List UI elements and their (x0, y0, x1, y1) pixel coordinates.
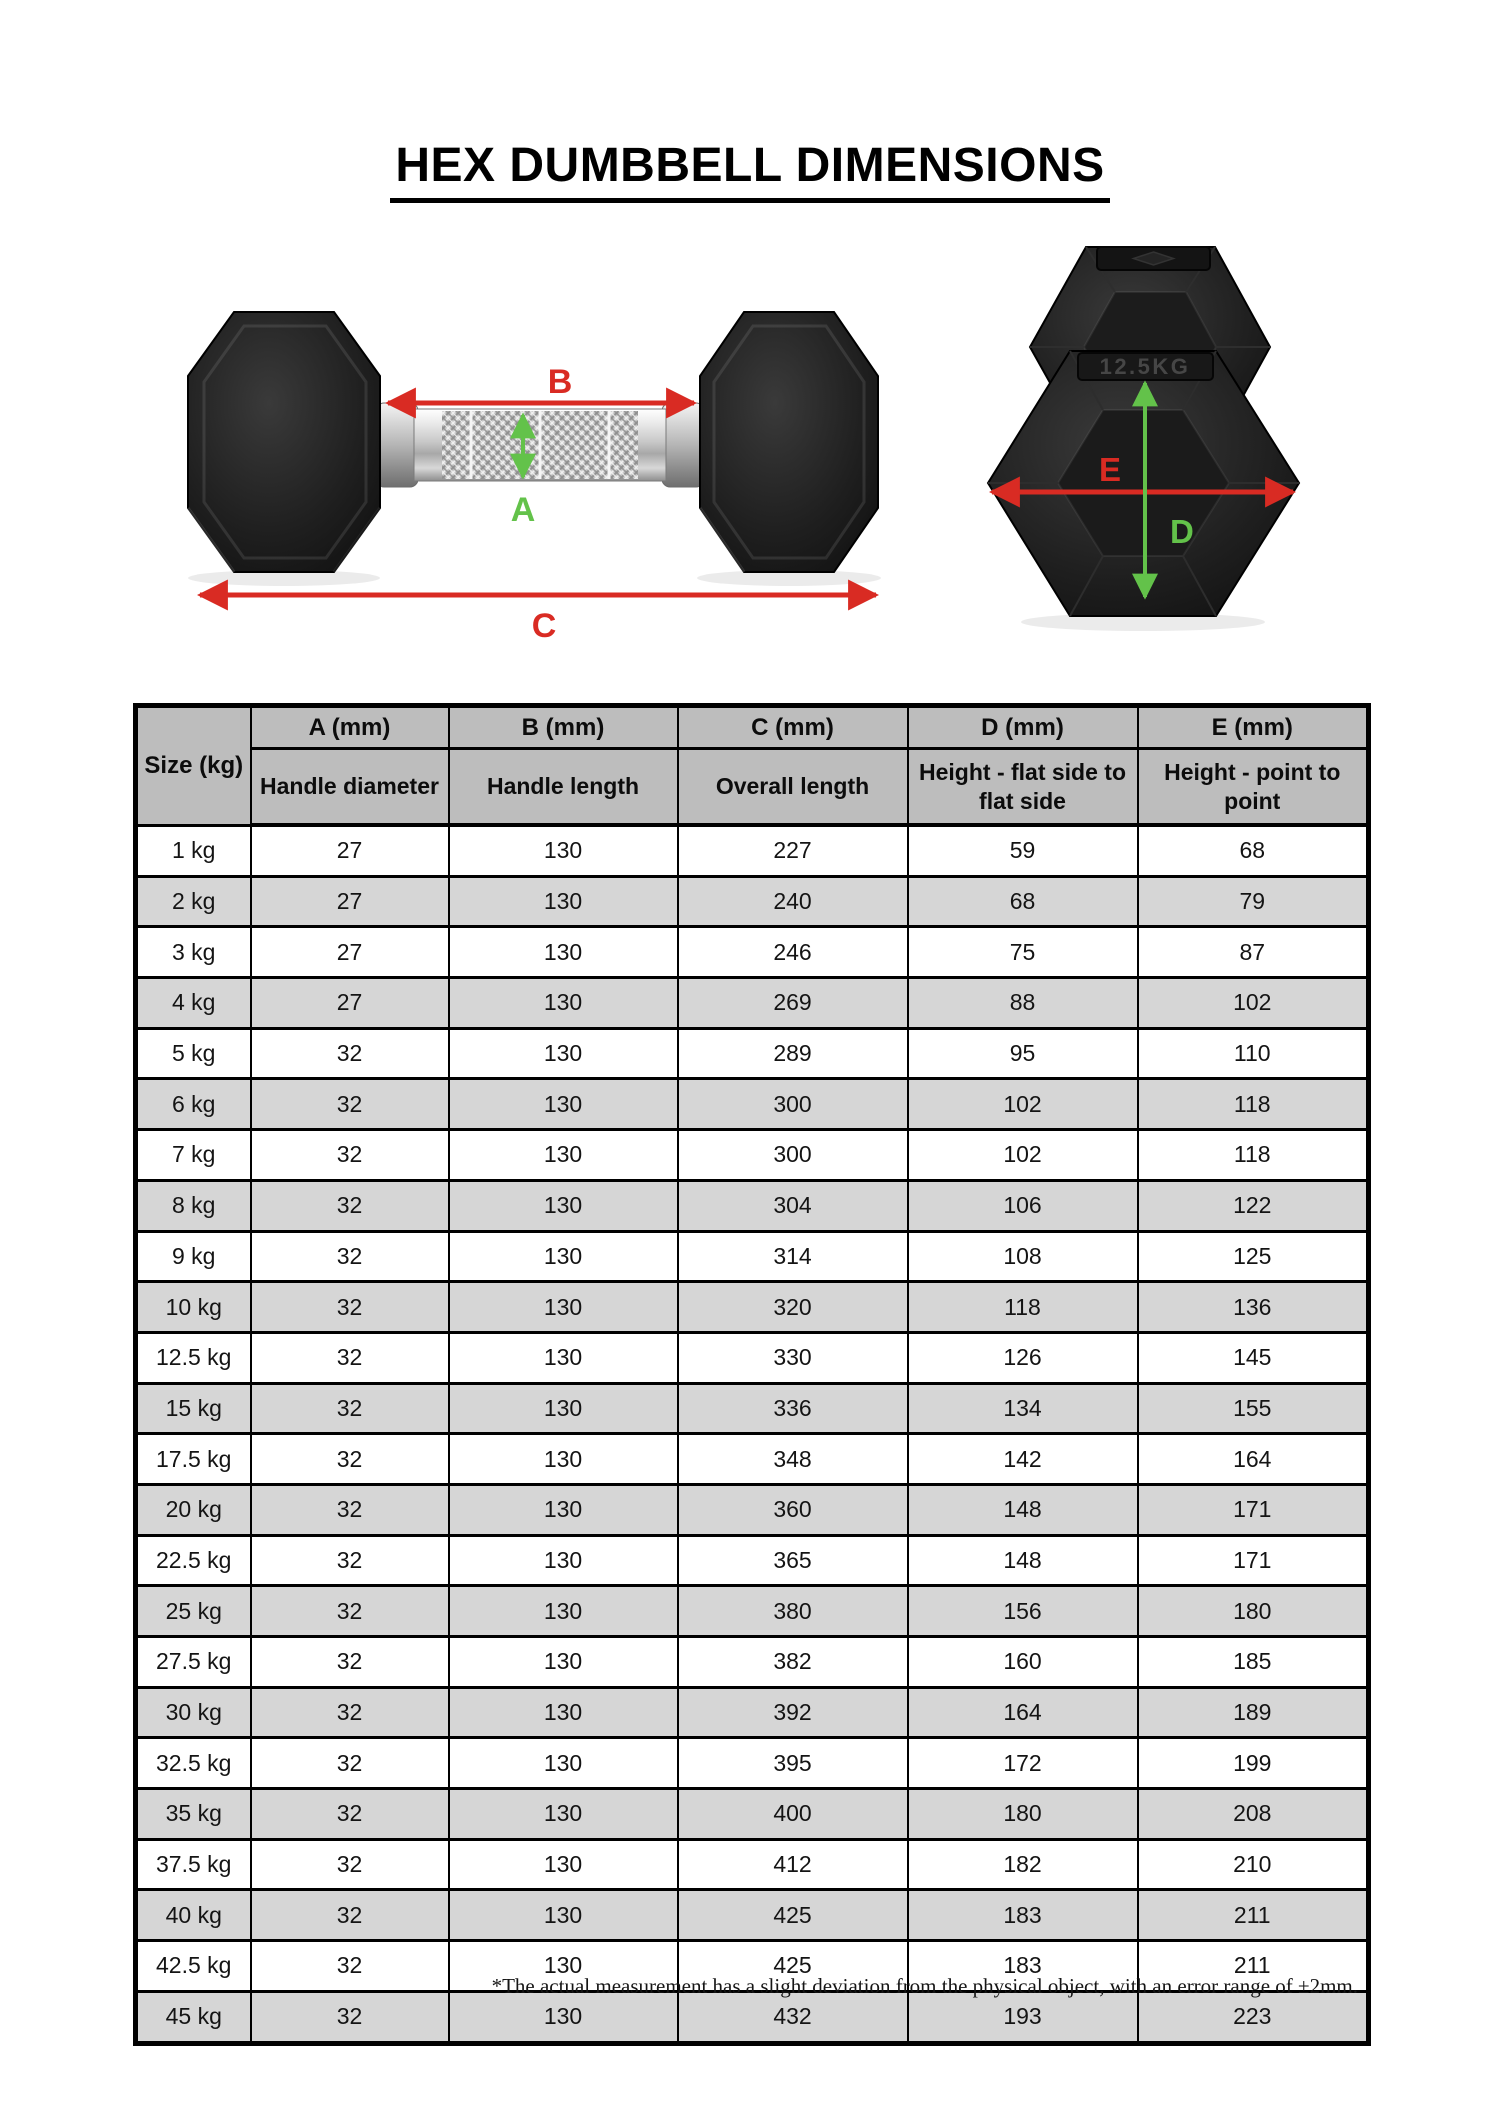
size-cell: 25 kg (136, 1586, 251, 1637)
table-row (136, 1637, 1369, 1688)
table-row (136, 1484, 1369, 1535)
value-cell: 130 (449, 1687, 678, 1738)
value-cell: 32 (251, 1180, 449, 1231)
size-cell: 1 kg (136, 825, 251, 876)
value-cell: 160 (908, 1637, 1138, 1688)
page-title-wrap (0, 138, 1500, 203)
value-cell: 365 (678, 1535, 908, 1586)
table-row (136, 1180, 1369, 1231)
value-cell: 32 (251, 1890, 449, 1941)
value-cell: 108 (908, 1231, 1138, 1282)
value-cell: 360 (678, 1484, 908, 1535)
size-cell: 6 kg (136, 1079, 251, 1130)
column-code-header: B (mm) (449, 706, 678, 749)
value-cell: 130 (449, 825, 678, 876)
value-cell: 227 (678, 825, 908, 876)
value-cell: 223 (1138, 1991, 1369, 2043)
size-cell: 15 kg (136, 1383, 251, 1434)
value-cell: 68 (1138, 825, 1369, 876)
value-cell: 300 (678, 1079, 908, 1130)
value-cell: 330 (678, 1332, 908, 1383)
value-cell: 32 (251, 1839, 449, 1890)
table-row (136, 1130, 1369, 1181)
size-cell: 32.5 kg (136, 1738, 251, 1789)
value-cell: 130 (449, 978, 678, 1029)
value-cell: 211 (1138, 1941, 1369, 1992)
table-row (136, 1789, 1369, 1840)
dumbbell-end-view (988, 247, 1299, 631)
value-cell: 32 (251, 1383, 449, 1434)
table-row (136, 927, 1369, 978)
table-header-codes (136, 706, 1369, 749)
value-cell: 395 (678, 1738, 908, 1789)
handle-knurling (442, 411, 638, 479)
value-cell: 130 (449, 1586, 678, 1637)
column-code-header: C (mm) (678, 706, 908, 749)
size-cell: 17.5 kg (136, 1434, 251, 1485)
size-cell: 4 kg (136, 978, 251, 1029)
table-row (136, 1535, 1369, 1586)
value-cell: 130 (449, 1231, 678, 1282)
value-cell: 118 (1138, 1079, 1369, 1130)
value-cell: 193 (908, 1991, 1138, 2043)
corner-header-cell: Size (kg) (136, 706, 251, 826)
value-cell: 130 (449, 1789, 678, 1840)
size-cell: 35 kg (136, 1789, 251, 1840)
value-cell: 172 (908, 1738, 1138, 1789)
table-row (136, 1687, 1369, 1738)
value-cell: 27 (251, 825, 449, 876)
value-cell: 130 (449, 1991, 678, 2043)
value-cell: 183 (908, 1890, 1138, 1941)
column-label-header: Handle diameter (251, 749, 449, 826)
value-cell: 425 (678, 1890, 908, 1941)
dimension-label-d: D (1170, 513, 1194, 550)
table-row (136, 1738, 1369, 1789)
value-cell: 122 (1138, 1180, 1369, 1231)
column-label-header: Handle length (449, 749, 678, 826)
size-cell: 40 kg (136, 1890, 251, 1941)
value-cell: 148 (908, 1484, 1138, 1535)
value-cell: 32 (251, 1738, 449, 1789)
value-cell: 32 (251, 1332, 449, 1383)
value-cell: 130 (449, 1434, 678, 1485)
size-cell: 22.5 kg (136, 1535, 251, 1586)
value-cell: 27 (251, 876, 449, 927)
table-row (136, 1282, 1369, 1333)
value-cell: 126 (908, 1332, 1138, 1383)
size-cell: 2 kg (136, 876, 251, 927)
size-cell: 7 kg (136, 1130, 251, 1181)
value-cell: 148 (908, 1535, 1138, 1586)
value-cell: 130 (449, 1484, 678, 1535)
table-body (136, 825, 1369, 2043)
value-cell: 185 (1138, 1637, 1369, 1688)
value-cell: 130 (449, 1282, 678, 1333)
value-cell: 145 (1138, 1332, 1369, 1383)
value-cell: 130 (449, 1079, 678, 1130)
dimension-label-e: E (1098, 451, 1122, 488)
value-cell: 300 (678, 1130, 908, 1181)
dimensions-table (133, 703, 1371, 2046)
value-cell: 130 (449, 1180, 678, 1231)
size-cell: 8 kg (136, 1180, 251, 1231)
dumbbell-dimension-diagram (130, 225, 1370, 675)
table-row (136, 1434, 1369, 1485)
value-cell: 118 (908, 1282, 1138, 1333)
value-cell: 130 (449, 876, 678, 927)
size-cell: 42.5 kg (136, 1941, 251, 1992)
value-cell: 32 (251, 1028, 449, 1079)
weight-marking-text: 12.5KG (1099, 354, 1191, 379)
footnote: *The actual measurement has a slight deviation from the physical object, with an error range of ±2mm. (491, 1974, 1358, 1998)
size-cell: 10 kg (136, 1282, 251, 1333)
table-row (136, 1079, 1369, 1130)
value-cell: 136 (1138, 1282, 1369, 1333)
value-cell: 246 (678, 927, 908, 978)
size-cell: 20 kg (136, 1484, 251, 1535)
value-cell: 32 (251, 1130, 449, 1181)
size-cell: 30 kg (136, 1687, 251, 1738)
value-cell: 210 (1138, 1839, 1369, 1890)
value-cell: 164 (908, 1687, 1138, 1738)
value-cell: 106 (908, 1180, 1138, 1231)
column-label-header: Height - flat side to flat side (908, 749, 1138, 826)
value-cell: 183 (908, 1941, 1138, 1992)
value-cell: 314 (678, 1231, 908, 1282)
value-cell: 189 (1138, 1687, 1369, 1738)
value-cell: 348 (678, 1434, 908, 1485)
value-cell: 180 (908, 1789, 1138, 1840)
value-cell: 156 (908, 1586, 1138, 1637)
value-cell: 382 (678, 1637, 908, 1688)
value-cell: 432 (678, 1991, 908, 2043)
value-cell: 130 (449, 927, 678, 978)
value-cell: 32 (251, 1434, 449, 1485)
value-cell: 32 (251, 1484, 449, 1535)
value-cell: 180 (1138, 1586, 1369, 1637)
value-cell: 130 (449, 1028, 678, 1079)
value-cell: 125 (1138, 1231, 1369, 1282)
value-cell: 118 (1138, 1130, 1369, 1181)
value-cell: 240 (678, 876, 908, 927)
size-cell: 37.5 kg (136, 1839, 251, 1890)
value-cell: 32 (251, 1637, 449, 1688)
left-hex-head (188, 312, 380, 572)
table-row (136, 825, 1369, 876)
table-row (136, 978, 1369, 1029)
size-cell: 5 kg (136, 1028, 251, 1079)
value-cell: 32 (251, 1586, 449, 1637)
value-cell: 102 (1138, 978, 1369, 1029)
value-cell: 32 (251, 1789, 449, 1840)
value-cell: 134 (908, 1383, 1138, 1434)
value-cell: 380 (678, 1586, 908, 1637)
value-cell: 130 (449, 1130, 678, 1181)
table-row (136, 1383, 1369, 1434)
value-cell: 130 (449, 1738, 678, 1789)
value-cell: 208 (1138, 1789, 1369, 1840)
value-cell: 142 (908, 1434, 1138, 1485)
value-cell: 32 (251, 1991, 449, 2043)
value-cell: 27 (251, 927, 449, 978)
table-row (136, 1991, 1369, 2043)
value-cell: 130 (449, 1839, 678, 1890)
value-cell: 87 (1138, 927, 1369, 978)
column-code-header: A (mm) (251, 706, 449, 749)
value-cell: 336 (678, 1383, 908, 1434)
value-cell: 32 (251, 1941, 449, 1992)
handle-right-collar (662, 403, 704, 487)
value-cell: 59 (908, 825, 1138, 876)
value-cell: 289 (678, 1028, 908, 1079)
value-cell: 95 (908, 1028, 1138, 1079)
value-cell: 130 (449, 1535, 678, 1586)
value-cell: 171 (1138, 1535, 1369, 1586)
table-row (136, 1028, 1369, 1079)
value-cell: 400 (678, 1789, 908, 1840)
table-header (136, 706, 1369, 826)
dumbbell-side-view (188, 312, 881, 645)
table-row (136, 876, 1369, 927)
value-cell: 88 (908, 978, 1138, 1029)
value-cell: 130 (449, 1890, 678, 1941)
table-row (136, 1586, 1369, 1637)
value-cell: 102 (908, 1079, 1138, 1130)
value-cell: 130 (449, 1637, 678, 1688)
value-cell: 79 (1138, 876, 1369, 927)
value-cell: 412 (678, 1839, 908, 1890)
column-label-header: Overall length (678, 749, 908, 826)
value-cell: 68 (908, 876, 1138, 927)
value-cell: 130 (449, 1941, 678, 1992)
value-cell: 425 (678, 1941, 908, 1992)
value-cell: 32 (251, 1282, 449, 1333)
size-cell: 27.5 kg (136, 1637, 251, 1688)
value-cell: 32 (251, 1231, 449, 1282)
value-cell: 211 (1138, 1890, 1369, 1941)
size-cell: 9 kg (136, 1231, 251, 1282)
table-row (136, 1890, 1369, 1941)
table-header-labels (136, 749, 1369, 826)
value-cell: 269 (678, 978, 908, 1029)
value-cell: 32 (251, 1687, 449, 1738)
page-title: HEX DUMBBELL DIMENSIONS (390, 138, 1109, 203)
value-cell: 130 (449, 1332, 678, 1383)
value-cell: 182 (908, 1839, 1138, 1890)
value-cell: 199 (1138, 1738, 1369, 1789)
value-cell: 164 (1138, 1434, 1369, 1485)
handle-left-collar (376, 403, 418, 487)
column-code-header: D (mm) (908, 706, 1138, 749)
value-cell: 320 (678, 1282, 908, 1333)
value-cell: 27 (251, 978, 449, 1029)
right-hex-head (700, 312, 878, 572)
value-cell: 155 (1138, 1383, 1369, 1434)
size-cell: 3 kg (136, 927, 251, 978)
value-cell: 110 (1138, 1028, 1369, 1079)
column-label-header: Height - point to point (1138, 749, 1369, 826)
dimension-label-b: B (547, 363, 573, 401)
value-cell: 32 (251, 1079, 449, 1130)
dimension-label-c: C (531, 607, 557, 645)
table-row (136, 1332, 1369, 1383)
value-cell: 392 (678, 1687, 908, 1738)
value-cell: 130 (449, 1383, 678, 1434)
column-code-header: E (mm) (1138, 706, 1369, 749)
size-cell: 45 kg (136, 1991, 251, 2043)
value-cell: 171 (1138, 1484, 1369, 1535)
value-cell: 32 (251, 1535, 449, 1586)
size-cell: 12.5 kg (136, 1332, 251, 1383)
value-cell: 304 (678, 1180, 908, 1231)
dimension-label-a: A (510, 491, 536, 529)
value-cell: 102 (908, 1130, 1138, 1181)
value-cell: 75 (908, 927, 1138, 978)
table-row (136, 1839, 1369, 1890)
table-row (136, 1231, 1369, 1282)
